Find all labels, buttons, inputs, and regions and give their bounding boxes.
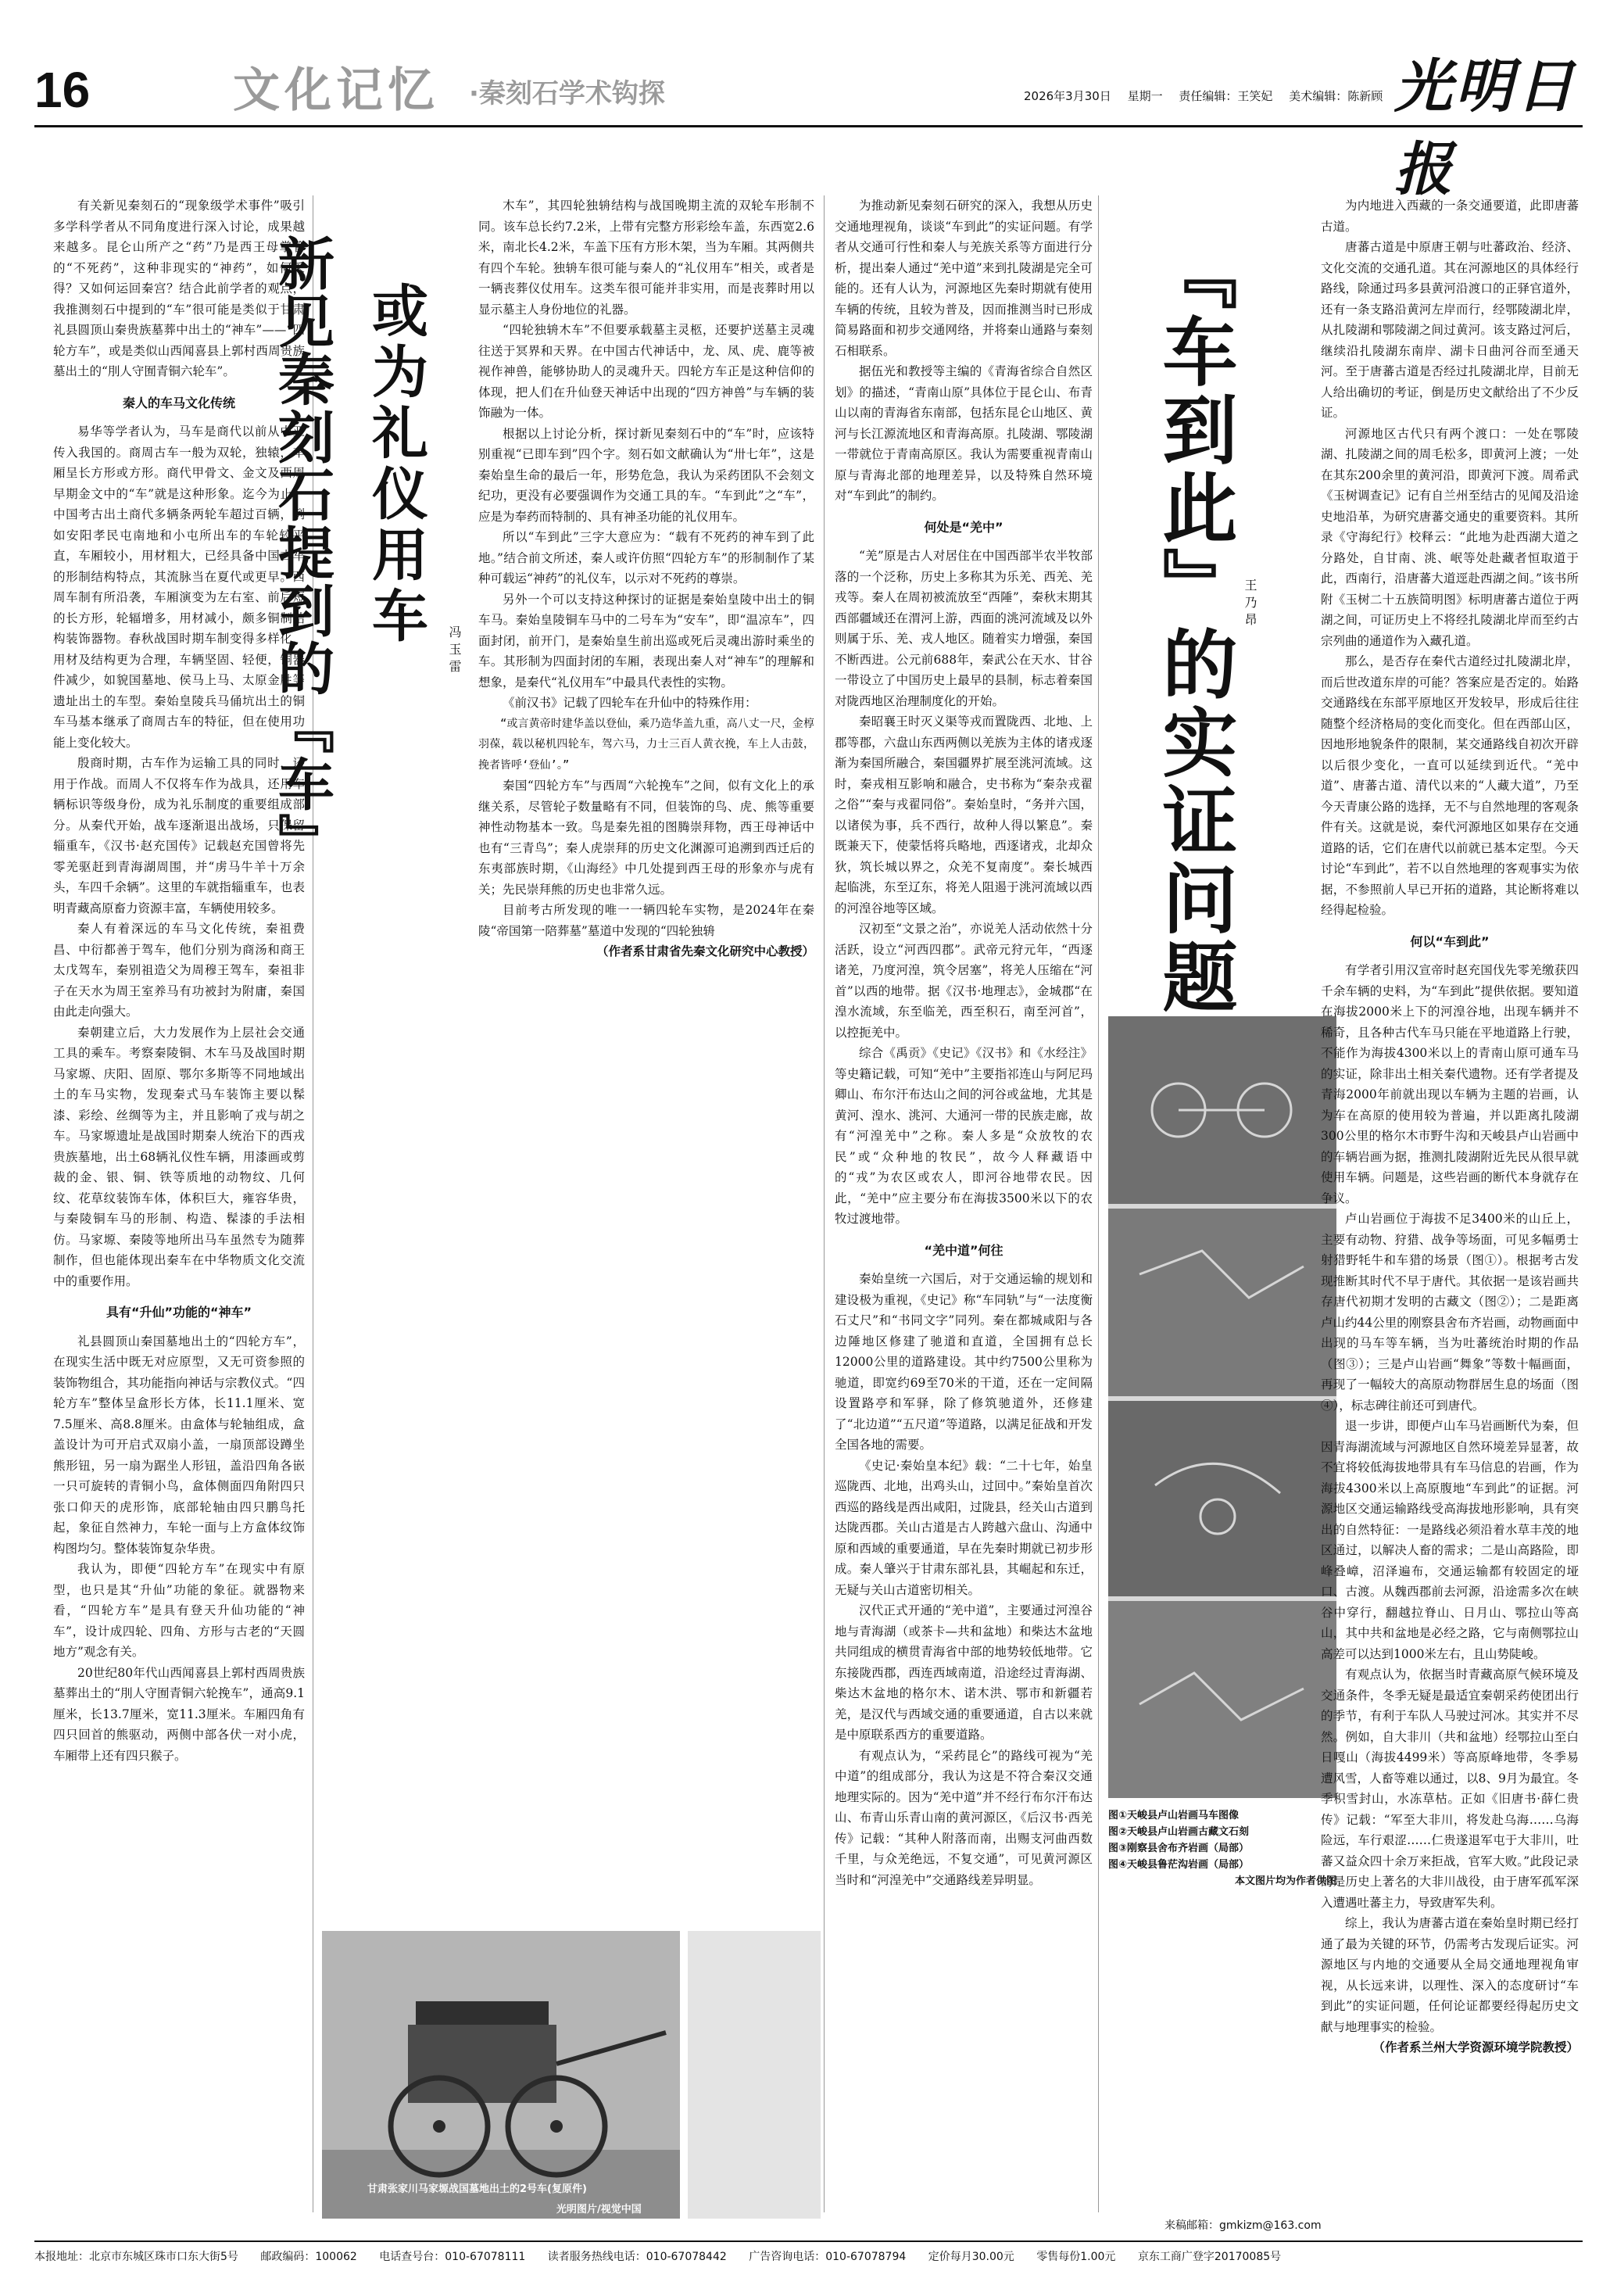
paragraph: 综合《禹贡》《史记》《汉书》和《水经注》等史籍记载，可知“羌中”主要指祁连山与阿尼玛卿山、布尔汗布达山之间的河谷或盆地，尤其是黄河、湟水、洮河、大通河一带的民族走廊，故有“河湟羌中”之称。秦人多是“众放牧的农民”或“众种地的牧民”，故今人释藏语中的“戎”为农区或农人，即河谷地带农民。因此，“羌中”应主要分布在海拔3500米以下的农牧过渡地带。 — [835, 1046, 1093, 1226]
section-title: 文化记忆 — [233, 63, 439, 118]
paragraph: 秦人有着深远的车马文化传统，秦祖费昌、中衍都善于驾车，他们分别为商汤和商王太戊驾车，秦别祖造父为周穆王驾车，秦祖非子在天水为周王室养马有功被封为附庸，秦国由此走向强大。 — [53, 922, 305, 1019]
paragraph: 有关新见秦刻石的“现象级学术事件”吸引多学科学者从不同角度进行深入讨论，成果越来越多。昆仑山所产之“药”乃是西王母掌管的“不死药”，这种非现实的“神药”，如何采得？又如何运回秦宫？结合此前学者的观点，我推测刻石中提到的“车”很可能是类似于甘肃礼县圆顶山秦贵族墓葬中出土的“神车”——“四轮方车”，或是类似山西闻喜县上郭村西周贵族墓出土的“刖人守囿青铜六轮车”。 — [53, 199, 305, 378]
paragraph: “四轮独辀木车”不但要承载墓主灵柩，还要护送墓主灵魂往送于冥界和天界。在中国古代神话中，龙、凤、虎、鹿等被视作神兽，能够协助人的灵魂升天。四轮方车正是这种信仰的体现，把人们在升仙登天神话中出现的“四方神兽”与车辆的装饰融为一体。 — [478, 323, 814, 420]
header-rule — [34, 125, 1583, 127]
footer-price-month: 定价每月30.00元 — [928, 2251, 1014, 2263]
left-article-title-line-2: 新见秦刻石提到的『车』 — [269, 235, 334, 871]
author-affiliation: （作者系兰州大学资源环境学院教授） — [1372, 2040, 1579, 2054]
paragraph: 木车”，其四轮独辀结构与战国晚期主流的双轮车形制不同。该车总长约7.2米，上带有完整方形彩绘车盖，东西宽2.6米，南北长4.2米，车盖下压有方形木架，当为车厢。其两侧共有四个车轮。独辀车很可能与秦人的“礼仪用车”相关，或者是一辆丧葬仪仗用车。这类车很可能并非实用，而是丧葬时用以显示墓主人身份地位的礼器。 — [478, 199, 814, 317]
caption-line: 图②天峻县卢山岩画古藏文石刻 — [1108, 1826, 1250, 1838]
footer-rule — [34, 2240, 1583, 2242]
paragraph: 那么，是否存在秦代古道经过扎陵湖北岸，而后世改道东岸的可能？答案应是否定的。始路交通路线在东部平原地区开发较早，形成后往往随整个经济格局的变化而变化。但在西部山区，因地形地貌条件的限制，某交通路线自初次开辟以后很少变化，一直可以延续到近代。“羌中道”、唐蕃古道、清代以来的“人藏大道”，乃至今天青康公路的选择，无不与自然地理的客观条件有关。这就是说，秦代河源地区如果存在交通道路的话，它们在唐代以前就已基本定型。今天讨论“车到此”，若不以自然地理的客观事实为依据，不参照前人早已开拓的道路，其论断将难以经得起检验。 — [1321, 654, 1579, 917]
paragraph: 秦国“四轮方车”与西周“六轮挽车”之间，似有文化上的承继关系，尽管轮子数量略有不同，但装饰的鸟、虎、熊等重要神性动物基本一致。鸟是秦先祖的图腾崇拜物，西王母神话中也有“三青鸟”；秦人虎崇拜的历史文化渊源可追溯到西迁后的东夷部族时期，《山海经》中几处提到西王母的形象亦与虎有关；先民崇拜熊的历史也非常久远。 — [478, 779, 814, 897]
submission-email: 来稿邮箱：gmkizm@163.com — [1164, 2219, 1322, 2232]
paragraph: 秦朝建立后，大力发展作为上层社会交通工具的乘车。考察秦陵铜、木车马及战国时期马家塬、庆阳、固原、鄂尔多斯等不同地域出土的车马实物，发现秦式马车装饰主要以髹漆、彩绘、丝绸等为主，并且影响了戎与胡之车。马家塬遗址是战国时期秦人统治下的西戎贵族墓地，出土68辆礼仪性车辆，用漆画或剪裁的金、银、铜、铁等质地的动物纹、几何纹、花草纹装饰车体，体积巨大，雍容华贵，与秦陵铜车马的形制、构造、髹漆的手法相仿。马家塬、秦陵等地所出马车虽然专为随葬制作，但也能体现出秦车在中华物质文化交流中的重要作用。 — [53, 1025, 305, 1288]
left-article-title-line-1: 或为礼仪用车 — [363, 281, 428, 647]
footer-ads-phone: 广告咨询电话：010-67078794 — [749, 2251, 907, 2263]
paragraph: 秦始皇统一六国后，对于交通运输的规划和建设极为重视，《史记》称“车同轨”与“一法度衡石丈尺”和“书同文字”同列。秦在都城咸阳与各边陲地区修建了驰道和直道，全国拥有总长12000公里的道路建设。其中约7500公里称为驰道，即宽约69至70米的干道，还在一定间隔设置路亭和军驿，除了修筑驰道外，还修建了“北边道”“五尺道”等道路，以满足征战和开发全国各地的需要。 — [835, 1272, 1093, 1452]
issue-date: 2026年3月30日 — [1024, 89, 1111, 103]
footer-price-each: 零售每份1.00元 — [1036, 2251, 1116, 2263]
paragraph: 所以“车到此”三字大意应为：“载有不死药的神车到了此地。”结合前文所述，秦人或许仿照“四轮方车”的形制制作了某种可载运“神药”的礼仪车，以示对不死药的尊崇。 — [478, 530, 814, 586]
paragraph: 秦昭襄王时灭义渠等戎而置陇西、北地、上郡等郡，六盘山东西两侧以羌族为主体的诸戎逐渐为秦国所融合，秦国疆界扩展至洮河流域。这时，秦戎相互影响和融合，史书称为“秦杂戎翟之俗”“秦与戎翟同俗”。秦始皇时，“务并六国，以诸侯为事，兵不西行，故种人得以繁息”。秦既兼天下，使蒙恬将兵略地，西逐诸戎，北却众狄，筑长城以界之，众羌不复南度”。秦长城西起临洮，东至辽东，将羌人阻遏于洮河流域以西的河湟谷地等区域。 — [835, 715, 1093, 915]
paragraph: 20世纪80年代山西闻喜县上郭村西周贵族墓葬出土的“刖人守囿青铜六轮挽车”，通高9.1厘米，长13.7厘米，宽11.3厘米。车厢四角有四只回首的熊驱动，两侧中部各伏一对小虎，车厢带上还有四只猴子。 — [53, 1665, 305, 1763]
footer-postcode: 邮政编码：100062 — [260, 2251, 357, 2263]
paragraph: 有学者引用汉宣帝时赵充国伐先零羌缴获四千余车辆的史料，为“车到此”提供依据。要知道在海拔2000米上下的河湟谷地，出现车辆并不稀奇，且各种古代车马只能在平地道路上行驶，不能作为海拔4300米以上的青南山原可通车马的实证，除非出土相关秦代遗物。还有学者提及青海2000年前就出现以车辆为主题的岩画，认为车在高原的使用较为普遍，并以距离扎陵湖300公里的格尔木市野牛沟和天峻县卢山岩画中的车辆岩画为据，推测扎陵湖附近先民从很早就使用车辆。问题是，这些岩画的断代本身就存在争议。 — [1321, 963, 1579, 1205]
paragraph: 据伍光和教授等主编的《青海省综合自然区划》的描述，“青南山原”具体位于昆仑山、布青山以南的青海省东南部，包括东昆仑山地区、黄河与长江源流地区和青海高原。扎陵湖、鄂陵湖一带就位于青南高原区。我认为需要重视青南山原与青海北部的地理差异，以及特殊自然环境对“车到此”的制约。 — [835, 364, 1093, 503]
left-article-author: 冯玉雷 — [447, 625, 462, 677]
paragraph: 有观点认为，依据当时青藏高原气候环境及交通条件，冬季无疑是最适宜秦朝采药使团出行的季节，有利于车队人马驶过河冰。其实并不尽然。例如，自大非川（共和盆地）经鄂拉山至白日嘎山（海拔4499米）等高原峰地带，冬季易遭风雪，人畜等难以通过，以8、9月为最宜。冬季积雪封山，水冻草枯。正如《旧唐书·薛仁贵传》记载：“军至大非川，将发赴乌海……乌海险远，车行艰涩……仁贵遂退军屯于大非川，吐蕃又益众四十余万来拒战，官军大败。”此段记录的是历史上著名的大非川战役，由于唐军孤军深入遭遇吐蕃主力，导致唐军失利。 — [1321, 1667, 1579, 1910]
rock-art-images — [1108, 1016, 1336, 1798]
subheading: 具有“升仙”功能的“神车” — [106, 1305, 252, 1320]
paragraph: 为内地进入西藏的一条交通要道，此即唐蕃古道。 — [1321, 199, 1579, 234]
paragraph: 退一步讲，即便卢山车马岩画断代为秦，但因青海湖流域与河源地区自然环境差异显著，故不宜将较低海拔地带具有车马信息的岩画，作为海拔4300米以上高原腹地“车到此”的证据。河源地区交通运输路线受高海拔地形影响，具有突出的自然特征：一是路线必须沿着水草丰茂的地区通过，以解决人畜的需求；二是山高路险，即峰叠嶂，沼泽遍布，交通运输都有较固定的垭口、古渡。从魏西郡前去河源，沿途需多次在峡谷中穿行，翻越拉脊山、日月山、鄂拉山等高山，其中共和盆地是必经之路，它与南侧鄂拉山高差可以达到1000米左右，且山势陡峻。 — [1321, 1419, 1579, 1661]
paragraph: 卢山岩画位于海拔不足3400米的山丘上，主要有动物、狩猎、战争等场面，可见多幅勇士射猎野牦牛和车猎的场景（图①）。根据考古发现推断其时代不早于唐代。其依据一是该岩画共存唐代初期才发明的古藏文（图②）；二是距离卢山约44公里的刚察县舍布齐岩画，动物画面中出现的马车等车辆，当为吐蕃统治时期的作品（图③）；三是卢山岩画“舞象”等数十幅画面，再现了一幅较大的高原动物群居生息的场面（图④），标志碑往前还可到唐代。 — [1321, 1212, 1579, 1413]
right-article-author: 王乃昂 — [1243, 578, 1257, 630]
rock-art-photos — [1108, 1016, 1336, 1798]
photo-background — [688, 1931, 821, 2219]
right-article-column-1 — [835, 195, 1093, 2220]
page-footer — [34, 2240, 1583, 2272]
footer-license: 京东工商广登字20170085号 — [1137, 2251, 1282, 2263]
paragraph: 根据以上讨论分析，探讨新见秦刻石中的“车”时，应该特别重视“已即车到”四个字。刻石如文献确认为“卅七年”，这是秦始皇生命的最后一年，形势危急，我认为采药团队不会刻文纪功，更没有必要强调作为交通工具的车。“车到此”之“车”，应是为奉药而特制的、具有神圣功能的礼仪用车。 — [478, 426, 814, 524]
left-article-column-1 — [53, 195, 305, 2220]
right-article-title: 『车到此』的实证问题 — [1150, 235, 1238, 1016]
paragraph: 唐蕃古道是中原唐王朝与吐蕃政治、经济、文化交流的交通孔道。其在河源地区的具体经行路线，除通过玛多县黄河沿渡口的正驿官道外，还有一条支路沿黄河左岸而行，经鄂陵湖北岸，从扎陵湖和鄂陵湖之间过黄河。该支路过河后，继续沿扎陵湖东南岸、湖卡日曲河谷而至通天河。至于唐蕃古道是否经过扎陵湖北岸，目前无人给出确切的考证，倒是历史文献给出了不少反证。 — [1321, 240, 1579, 420]
section-subtitle: ·秦刻石学术钩探 — [469, 78, 665, 109]
left-photo-caption: 甘肃张家川马家塬战国墓地出土的2号车(复原件) — [367, 2183, 587, 2195]
caption-line: 图①天峻县卢山岩画马车图像 — [1108, 1810, 1240, 1821]
paragraph: 礼县圆顶山秦国墓地出土的“四轮方车”，在现实生活中既无对应原型，又无可资参照的装饰物组合，其功能指向神话与宗教仪式。“四轮方车”整体呈盒形长方体，长11.1厘米、宽7.5厘米、高8.8厘米。由盒体与轮轴组成，盒盖设计为可开启式双扇小盖，一扇顶部设蹲坐熊形钮，另一扇为踞坐人形钮，盖沿四角各嵌一只可旋转的青铜小鸟，盒体侧面四角附四只张口仰天的虎形饰，底部轮轴由四只鹏鸟托起，象征自然神力，车轮一面与上方盒体纹饰构图均匀。整体装饰复杂华贵。 — [53, 1334, 305, 1556]
paragraph: 《前汉书》记载了四轮车在升仙中的特殊作用： — [503, 696, 757, 710]
caption-line: 图③刚察县舍布齐岩画（局部） — [1108, 1843, 1250, 1854]
paragraph: 汉初至“文景之治”，亦说羌人活动依然十分活跃，设立“河西四郡”。武帝元狩元年，“西逐诸羌，乃度河湟，筑令居塞”，将羌人压缩在“河首”以西的地带。据《汉书·地理志》，金城郡“在湟水流域，东至临羌，西至积石，南至河首”，以控扼羌中。 — [835, 922, 1093, 1040]
rock-art-credit: 本文图片均为作者供图 — [1234, 1875, 1336, 1887]
page-header — [34, 47, 1583, 203]
paragraph: 《史记·秦始皇本纪》载：“二十七年，始皇巡陇西、北地，出鸡头山，过回中。”秦始皇首次西巡的路线是西出咸阳，过陇县，经关山古道到达陇西郡。关山古道是古人跨越六盘山、沟通中原和西域的重要通道，早在先秦时期就已初步形成。秦人肇兴于甘肃东部礼县，其崛起和东迁，无疑与关山古道密切相关。 — [835, 1458, 1093, 1597]
subheading: “羌中道”何往 — [924, 1242, 1003, 1258]
author-affiliation: （作者系甘肃省先秦文化研究中心教授） — [596, 944, 814, 958]
paragraph: “羌”原是古人对居住在中国西部半农半牧部落的一个泛称，历史上多称其为乐羌、西羌、羌戎等。秦人在周初被流放至“西陲”，秦秋末期其西部疆域还在渭河上游，西面的洮河流域及以外则属于乐、羌、戎人地区。随着实力增强，秦国不断西进。公元前688年，秦武公在天水、甘谷一带设立了中国历史上最早的县制，标志着秦国对陇西地区治理制度化的开始。 — [835, 549, 1093, 708]
footer-info — [34, 2248, 1300, 2264]
column-divider — [824, 195, 825, 2212]
left-article-column-2 — [478, 195, 814, 1993]
footer-phone: 电话查号台：010-67078111 — [379, 2251, 526, 2263]
paragraph: 目前考古所发现的唯一一辆四轮车实物，是2024年在秦陵“帝国第一陪葬墓”墓道中发现的“四轮独辀 — [478, 903, 814, 938]
bronze-chariot-photo — [322, 1931, 680, 2219]
left-photo-credit: 光明图片/视觉中国 — [556, 2204, 642, 2215]
paragraph: 我认为，即便“四轮方车”在现实中有原型，也只是其“升仙”功能的象征。就器物来看，“四轮方车”是具有登天升仙功能的“神车”，设计成四轮、四角、方形与古老的“天圆地方”观念有关。 — [53, 1562, 305, 1659]
footer-reader-hotline: 读者服务热线电话：010-67078442 — [547, 2251, 727, 2263]
paragraph: 河源地区古代只有两个渡口：一处在鄂陵湖、扎陵湖之间的周毛松多，即黄河上渡；一处在其东200余里的黄河沿，即黄河下渡。周希武《玉树调查记》记有自兰州至结古的见闻及沿途史地沿革，为研究唐蕃交通史的重要资料。其所录《守海纪行》校释云：“此地为赴西湖大道之分路处，自甘南、洮、岷等处赴藏者恒取道于此，西南行，沿唐蕃大道逕赴西湖之间。”该书所附《玉树二十五族简明图》标明唐蕃古道位于两湖之间，可证历史上不将经扎陵湖北岸而至约古宗列曲的通道作为入藏孔道。 — [1321, 426, 1579, 648]
chariot-image — [322, 1931, 680, 2219]
subheading: 何处是“羌中” — [924, 519, 1003, 535]
paragraph: 另外一个可以支持这种探讨的证据是秦始皇陵中出土的铜车马。秦始皇陵铜车马中的二号车为“安车”，即“温凉车”，四面封闭，前开门，是秦始皇生前出巡或死后灵魂出游时乘坐的车。其形制为四面封闭的车厢，表现出秦人对“神车”的理解和想象，是秦代“礼仪用车”中最具代表性的实物。 — [478, 592, 814, 690]
issue-weekday: 星期一 — [1127, 89, 1163, 103]
art-editor-credit: 美术编辑：陈新顾 — [1289, 89, 1383, 103]
rock-art-captions — [1108, 1807, 1336, 1889]
paragraph: 为推动新见秦刻石研究的深入，我想从历史交通地理视角，谈谈“车到此”的实证问题。有学者从交通可行性和秦人与羌族关系等方面进行分析，提出秦人通过“羌中道”来到扎陵湖是完全可能的。还有人认为，河源地区先秦时期就有使用车辆的传统，且较为普及，因而推测当时已形成简易路面和初步交通网络，并将秦山通路与秦刻石相联系。 — [835, 199, 1093, 358]
footer-address: 本报地址：北京市东城区珠市口东大街5号 — [34, 2251, 238, 2263]
subheading: 秦人的车马文化传统 — [122, 395, 235, 410]
paragraph: 综上，我认为唐蕃古道在秦始皇时期已经打通了最为关键的环节，仍需考古发现后证实。河源地区与内地的交通要从全局交通地理视角审视，从长远来讲，以理性、深入的态度研讨“车到此”的实证问题，任何论证都要经得起历史文献与地理事实的检验。 — [1321, 1916, 1579, 2034]
subheading: 何以“车到此” — [1410, 933, 1490, 949]
caption-line: 图④天峻县鲁茫沟岩画（局部） — [1108, 1859, 1250, 1871]
page-number: 16 — [34, 62, 91, 118]
quote-paragraph: “或言黄帝时建华盖以登仙，乘乃造华盖九重，高八丈一尺，金椁羽葆，载以秘机四轮车，驾六马，力士三百人黄衣挽，车上人击鼓，挽者皆呼‘登仙’。” — [478, 717, 814, 772]
paragraph: 有观点认为，“采药昆仑”的路线可视为“羌中道”的组成部分，我认为这是不符合秦汉交通地理实际的。因为“羌中道”并不经行布尔汗布达山、布青山乐青山南的黄河源区，《后汉书·西羌传》记载：“其种人附落而南，出赐支河曲西数千里，与众羌绝远，不复交通”，可见黄河源区当时和“河湟羌中”交通路线差异明显。 — [835, 1748, 1093, 1887]
paragraph: 殷商时期，古车作为运输工具的同时，还用于作战。而周人不仅将车作为战具，还用车辆标识等级身份，成为礼乐制度的重要组成部分。从秦代开始，战车逐渐退出战场，只保留辎重车，《汉书·赵充国传》记载赵充国曾将先零羌驱赶到青海湖周围，并“虏马牛羊十万余头，车四千余辆”。这里的车就指辎重车，也表明青藏高原畜力资源丰富，车辆使用较多。 — [53, 756, 305, 915]
column-divider — [1098, 195, 1099, 2212]
paragraph: 汉代正式开通的“羌中道”，主要通过河湟谷地与青海湖（或茶卡—共和盆地）和柴达木盆地共同组成的横贯青海省中部的地势较低地带。它东接陇西郡，西连西域南道，沿途经过青海湖、柴达木盆地的格尔木、诺木洪、鄂市和新疆若羌，是汉代与西域交通的重要通道，自古以来就是中原联系西方的重要道路。 — [835, 1603, 1093, 1742]
right-article-column-2 — [1321, 195, 1579, 2197]
paragraph: 易华等学者认为，马车是商代以前从中亚传入我国的。商周古车一般为双轮，独辕，车厢呈长方形或方形。商代甲骨文、金文及西周早期金文中的“车”就是这种形象。迄今为止，中国考古出土商代多辆条两轮车超过百辆，例如安阳孝民屯南地和小屯所出车的车轮较平直，车厢较小，用材粗大，已经具备中国古车的形制结构特点，其流脉当在夏代或更早。西周车制有所沿袭，车厢演变为左右室、前后短的长方形，轮辐增多，用材减小，颇多铜制结构装饰器物。春秋战国时期车制变得多样化，用材及结构更为合理，车辆坚固、轻便，铜器件减少，如貌国墓地、侯马上马、太原金胜等遗址出土的车型。秦始皇陵兵马俑坑出土的铜车马基本继承了商周古车的特征，但在使用功能上变化较大。 — [53, 424, 305, 750]
editor-credit: 责任编辑：王笑妃 — [1179, 89, 1273, 103]
newspaper-masthead: 光明日报 — [1394, 53, 1577, 203]
header-meta — [1024, 88, 1395, 104]
